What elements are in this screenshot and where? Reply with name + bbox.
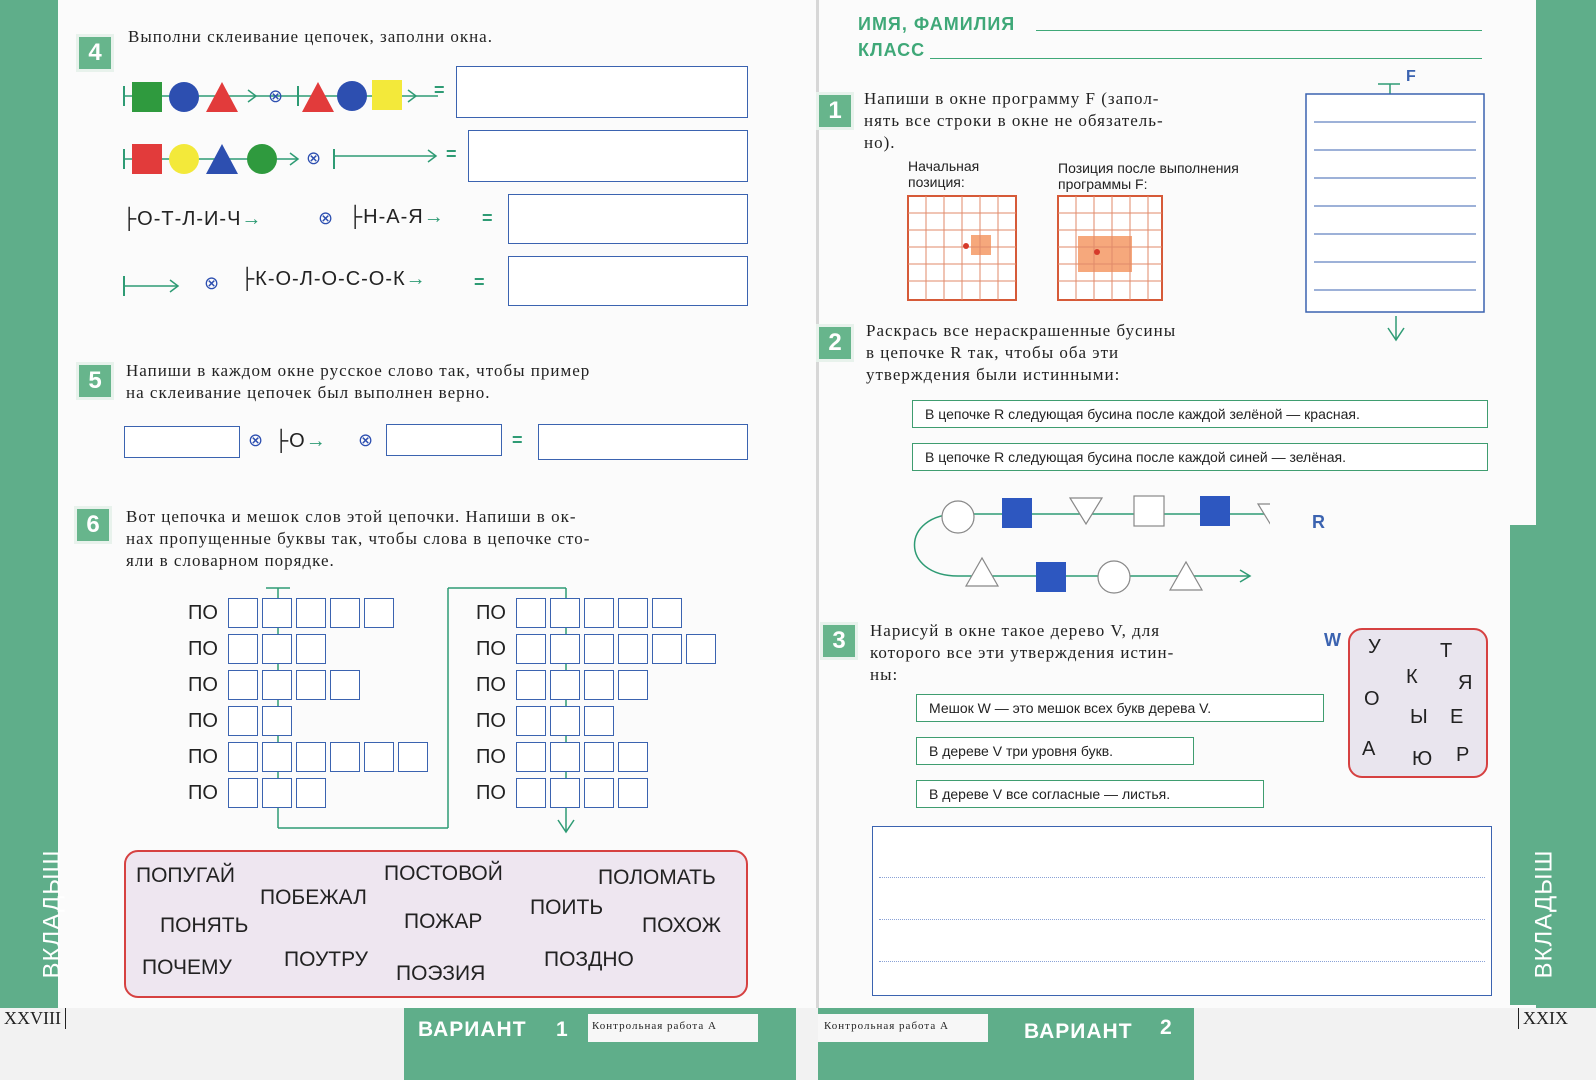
task-6-line-1: Вот цепочка и мешок слов этой цепочки. Напиши в ок- (126, 507, 577, 526)
task-3-line-2: которого все эти утверждения истин- (870, 643, 1175, 662)
blue-circle-bead (169, 82, 199, 112)
equals-4: = (474, 272, 485, 292)
bag-word: ПОНЯТЬ (160, 914, 249, 937)
letter-cell[interactable] (686, 634, 716, 664)
letter-cell[interactable] (296, 634, 326, 664)
bag-word: ПОСТОВОЙ (384, 862, 503, 885)
bag-letter: Р (1456, 744, 1470, 766)
bag-letter: Я (1458, 672, 1473, 694)
task-5-middle-chain: ├О→ (274, 430, 327, 452)
green-circle-bead (247, 144, 277, 174)
letter-cell[interactable] (550, 778, 580, 808)
program-window[interactable] (1300, 70, 1500, 350)
footer-bar (0, 1008, 1596, 1080)
green-square-bead (132, 82, 162, 112)
chain-row-3-right-text: Н-А-Я (363, 206, 424, 228)
letter-cell[interactable] (228, 670, 258, 700)
glue-symbol-3: ⊗ (318, 208, 335, 228)
word-prefix: ПО (476, 746, 506, 768)
bag-word: ПОЭЗИЯ (396, 962, 486, 985)
letter-cell[interactable] (330, 742, 360, 772)
bag-word: ПОЧЕМУ (142, 956, 232, 979)
task-5-line-2: на склеивание цепочек был выполнен верно. (126, 383, 491, 402)
equals-3: = (482, 208, 493, 228)
tree-drawing-window[interactable] (872, 826, 1492, 996)
bag-letter: Ю (1412, 748, 1433, 770)
task-1-number: 1 (816, 92, 854, 130)
chain-row-4-right: ├К-О-Л-О-С-О-К→ (240, 268, 427, 290)
equals-5: = (512, 430, 523, 450)
bag-letter: О (1364, 688, 1380, 710)
letter-cell[interactable] (398, 742, 428, 772)
letter-cell[interactable] (330, 670, 360, 700)
task-2-number: 2 (816, 324, 854, 362)
after-dot (1094, 249, 1100, 255)
glue-symbol-4: ⊗ (204, 273, 221, 293)
class-label: КЛАСС (858, 40, 926, 60)
word-prefix: ПО (476, 602, 506, 624)
task-4-number: 4 (76, 34, 114, 72)
variant-2-number: 2 (1160, 1016, 1173, 1039)
empty-triangle-bead[interactable] (966, 558, 998, 586)
task-5-middle-letter: О (289, 430, 306, 452)
bag-w-name: W (1324, 630, 1341, 650)
task-2-line-3: утверждения были истинными: (866, 365, 1121, 384)
letter-cell[interactable] (516, 634, 546, 664)
letter-cell[interactable] (652, 634, 682, 664)
letter-cell[interactable] (228, 598, 258, 628)
red-triangle-bead (302, 82, 334, 112)
bag-letter: У (1368, 636, 1381, 658)
task-2-statement-1: В цепочке R следующая бусина после каждой зелёной — красная. (912, 400, 1488, 428)
letter-cell[interactable] (550, 670, 580, 700)
equals-2: = (446, 144, 457, 164)
page-number-left: XXVIII (4, 1008, 66, 1029)
word-prefix: ПО (188, 638, 218, 660)
word-prefix: ПО (476, 674, 506, 696)
letter-cell[interactable] (330, 598, 360, 628)
work-label-right: Контрольная работа А (824, 1020, 949, 1032)
letter-cell[interactable] (618, 670, 648, 700)
task-2-line-1: Раскрась все нераскрашенные бусины (866, 321, 1177, 340)
chain-row-3-left: ├О-Т-Л-И-Ч→ (122, 208, 263, 230)
yellow-circle-bead (169, 144, 199, 174)
blue-square-bead (1002, 498, 1032, 528)
spine (816, 0, 819, 1008)
word-prefix: ПО (188, 746, 218, 768)
chain-row-4-right-text: К-О-Л-О-С-О-К (255, 268, 406, 290)
word-box-2[interactable] (386, 424, 502, 456)
bag-letter: К (1406, 666, 1418, 688)
letter-cell[interactable] (550, 598, 580, 628)
bag-word: ПОИТЬ (530, 896, 604, 919)
answer-box-4[interactable] (508, 256, 748, 306)
letter-cell[interactable] (228, 706, 258, 736)
task-3-statement-2: В дереве V три уровня букв. (916, 737, 1194, 765)
letter-cell[interactable] (584, 742, 614, 772)
letter-cell[interactable] (516, 598, 546, 628)
task-5-line-1: Напиши в каждом окне русское слово так, чтобы пример (126, 361, 591, 380)
bead-chain-r (910, 486, 1270, 596)
word-prefix: ПО (188, 710, 218, 732)
task-6-line-3: яли в словарном порядке. (126, 551, 335, 570)
bag-word: ПОУТРУ (284, 948, 369, 971)
empty-square-bead[interactable] (1134, 496, 1164, 526)
answer-box-1[interactable] (456, 66, 748, 118)
work-label-left: Контрольная работа А (592, 1020, 717, 1032)
letter-cell[interactable] (364, 742, 394, 772)
word-box-1[interactable] (124, 426, 240, 458)
program-name: F (1406, 68, 1416, 85)
name-label: ИМЯ, ФАМИЛИЯ (858, 14, 1016, 34)
word-box-result[interactable] (538, 424, 748, 460)
letter-cell[interactable] (618, 742, 648, 772)
letter-cell[interactable] (584, 598, 614, 628)
variant-1-label: ВАРИАНТ (418, 1018, 527, 1041)
class-line[interactable] (930, 58, 1482, 59)
chain-row-3-right: ├Н-А-Я→ (348, 206, 445, 228)
bag-word: ПОПУГАЙ (136, 864, 235, 887)
task-6-line-2: нах пропущенные буквы так, чтобы слова в цепочке сто- (126, 529, 591, 548)
letter-cell[interactable] (618, 598, 648, 628)
task-2-statement-2: В цепочке R следующая бусина после каждой синей — зелёная. (912, 443, 1488, 471)
letter-cell[interactable] (584, 706, 614, 736)
letter-cell[interactable] (262, 706, 292, 736)
letter-cell[interactable] (296, 742, 326, 772)
chain-row-3-left-text: О-Т-Л-И-Ч (137, 208, 242, 230)
bag-word: ПОЗДНО (544, 948, 634, 971)
bag-word: ПОБЕЖАЛ (260, 886, 367, 909)
empty-triangle-bead[interactable] (1070, 498, 1102, 524)
yellow-square-bead (372, 80, 402, 110)
chain-row-4-empty (124, 276, 178, 296)
chain-r-name: R (1312, 512, 1325, 532)
blue-square-bead (1200, 496, 1230, 526)
chain-row-1 (124, 80, 438, 112)
word-prefix: ПО (188, 602, 218, 624)
letter-cell[interactable] (228, 742, 258, 772)
variant-1-number: 1 (556, 1018, 569, 1041)
letter-cell[interactable] (618, 778, 648, 808)
letter-cell[interactable] (296, 598, 326, 628)
svg-text:⊗: ⊗ (306, 148, 322, 169)
name-line[interactable] (1036, 30, 1482, 31)
letter-cell[interactable] (262, 778, 292, 808)
after-grid (1058, 196, 1162, 300)
after-position-label-2: программы F: (1058, 176, 1148, 192)
task-1-line-2: нять все строки в окне не обязатель- (864, 111, 1164, 130)
answer-box-3[interactable] (508, 194, 748, 244)
word-prefix: ПО (476, 710, 506, 732)
letter-cell[interactable] (262, 742, 292, 772)
bag-word: ПОЖАР (404, 910, 483, 933)
letter-cell[interactable] (584, 778, 614, 808)
letter-cell[interactable] (652, 598, 682, 628)
letter-cell[interactable] (296, 670, 326, 700)
letter-cell[interactable] (262, 634, 292, 664)
red-triangle-bead (206, 82, 238, 112)
chain-row-2 (124, 144, 436, 174)
letter-cell[interactable] (550, 706, 580, 736)
word-prefix: ПО (476, 638, 506, 660)
letter-cell[interactable] (584, 634, 614, 664)
answer-box-2[interactable] (468, 130, 748, 182)
bag-letter: Т (1440, 640, 1453, 662)
task-3-statement-1: Мешок W — это мешок всех букв дерева V. (916, 694, 1324, 722)
letter-cell[interactable] (550, 634, 580, 664)
after-position-label-1: Позиция после выполнения (1058, 160, 1239, 176)
letter-cell[interactable] (618, 634, 648, 664)
glue-5b: ⊗ (358, 430, 375, 450)
bag-letter: Ы (1410, 706, 1428, 728)
task-2-line-2: в цепочке R так, чтобы оба эти (866, 343, 1120, 362)
side-label-right: ВКЛАДЫШ (1530, 849, 1558, 979)
task-6-number: 6 (74, 506, 112, 544)
blue-circle-bead (337, 81, 367, 111)
letter-cell[interactable] (516, 778, 546, 808)
empty-circle-bead[interactable] (942, 501, 974, 533)
word-prefix: ПО (188, 782, 218, 804)
task-5-number: 5 (76, 362, 114, 400)
letter-cell[interactable] (550, 742, 580, 772)
bag-letter: А (1362, 738, 1376, 760)
task-3-line-3: ны: (870, 665, 899, 684)
bag-word: ПОХОЖ (642, 914, 722, 937)
page-number-right: XXIX (1518, 1008, 1568, 1029)
letter-cell[interactable] (228, 778, 258, 808)
task-1-line-3: но). (864, 133, 896, 152)
red-square-bead (132, 144, 162, 174)
position-grids (906, 194, 1176, 304)
empty-circle-bead[interactable] (1098, 561, 1130, 593)
start-position-label-2: позиция: (908, 174, 965, 190)
bag-letter: Е (1450, 706, 1464, 728)
glue-5a: ⊗ (248, 430, 265, 450)
side-label-left: ВКЛАДЫШ (38, 849, 66, 979)
letter-cell[interactable] (228, 634, 258, 664)
task-3-statement-3: В дереве V все согласные — листья. (916, 780, 1264, 808)
start-dot (963, 243, 969, 249)
task-1-line-1: Напиши в окне программу F (запол- (864, 89, 1160, 108)
word-prefix: ПО (476, 782, 506, 804)
empty-triangle-bead[interactable] (1258, 504, 1270, 530)
letter-cell[interactable] (296, 778, 326, 808)
task-3-number: 3 (820, 622, 858, 660)
task-3-line-1: Нарисуй в окне такое дерево V, для (870, 621, 1161, 640)
blue-square-bead (1036, 562, 1066, 592)
equals-1: = (434, 80, 445, 100)
letter-cell[interactable] (516, 706, 546, 736)
svg-text:⊗: ⊗ (268, 86, 284, 107)
word-prefix: ПО (188, 674, 218, 696)
variant-2-label: ВАРИАНТ (1024, 1020, 1133, 1043)
bag-word: ПОЛОМАТЬ (598, 866, 716, 889)
letter-cell[interactable] (262, 670, 292, 700)
letter-cell[interactable] (584, 670, 614, 700)
start-position-label-1: Начальная (908, 158, 980, 174)
letter-cell[interactable] (262, 598, 292, 628)
letter-cell[interactable] (516, 742, 546, 772)
letter-cell[interactable] (516, 670, 546, 700)
letter-cell[interactable] (364, 598, 394, 628)
start-grid (908, 196, 1016, 300)
task-4-text: Выполни склеивание цепочек, заполни окна. (128, 27, 493, 46)
